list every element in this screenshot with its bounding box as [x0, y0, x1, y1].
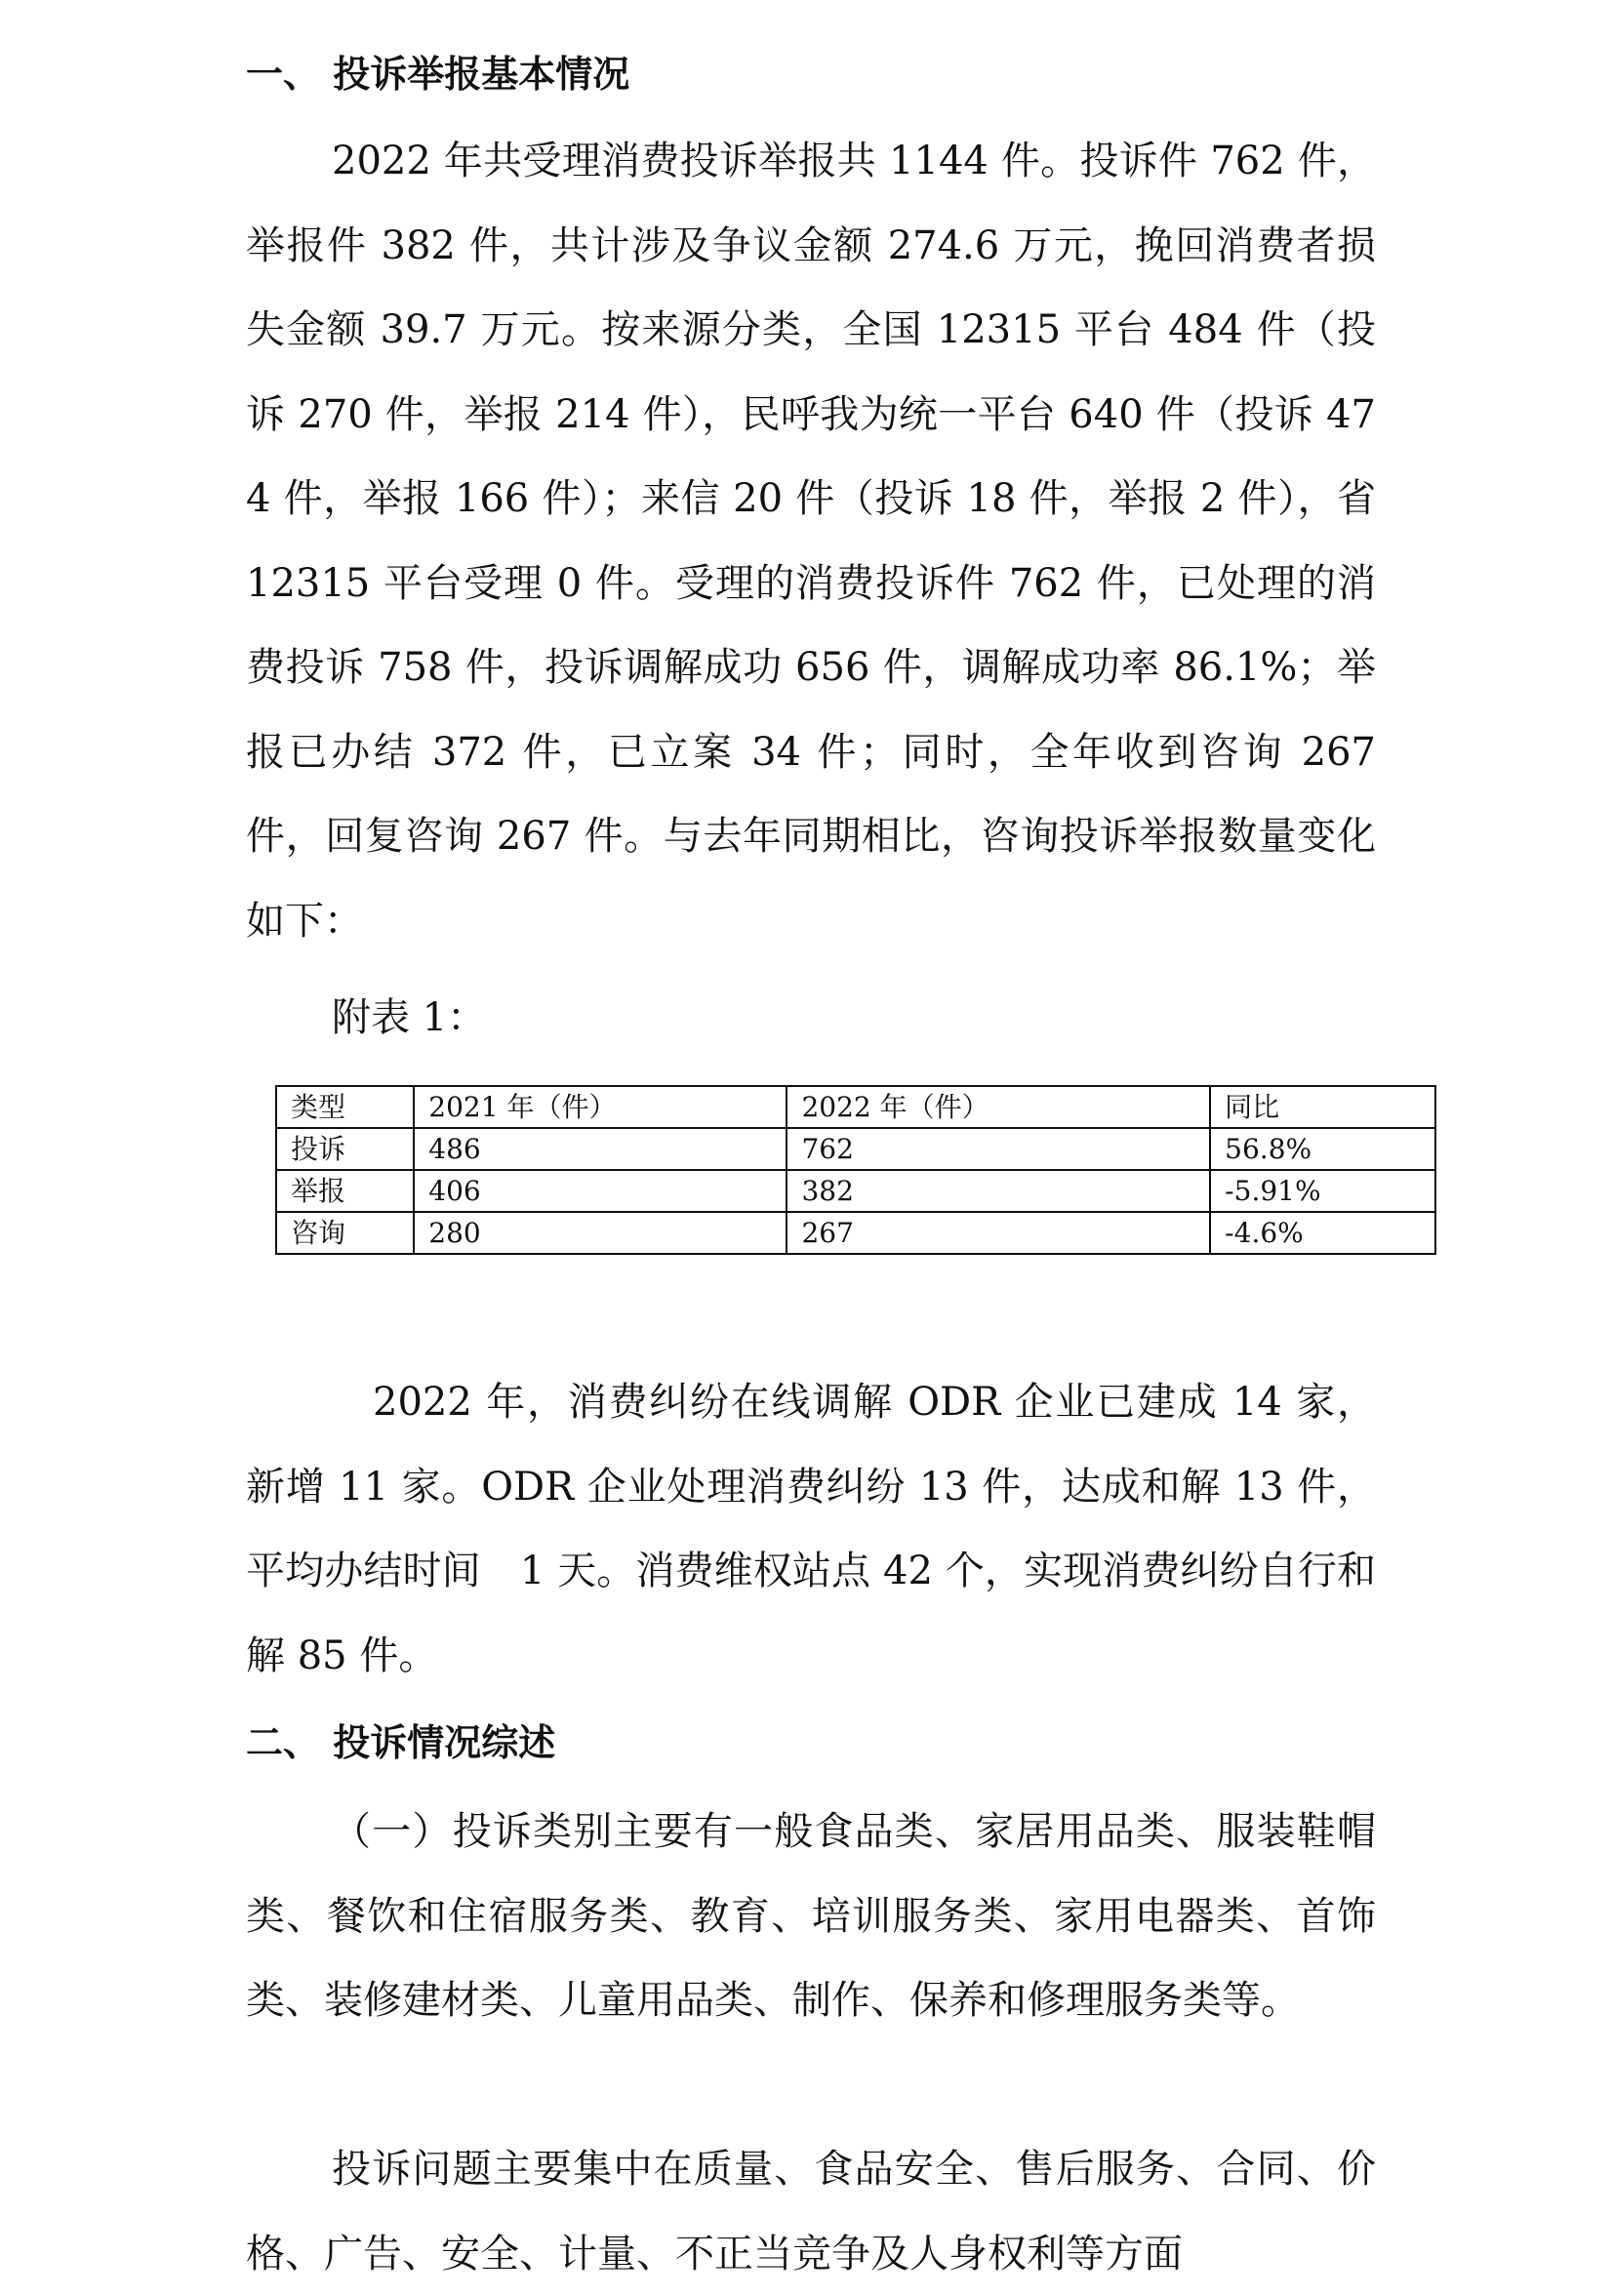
table-cell: 762 — [787, 1128, 1210, 1170]
table-cell: -4.6% — [1210, 1212, 1435, 1254]
table-cell: 投诉 — [276, 1128, 414, 1170]
complaint-summary-paragraph: 2022 年共受理消费投诉举报共 1144 件。投诉件 762 件，举报件 382 件，共计涉及争议金额 274.6 万元，挽回消费者损失金额 39.7 万元。按来源分类，全国 12315 平台 484 件（投诉 270 件，举报 214 件），民呼我为统一平台 640 件（投诉 474 件，举报 166 件）；来信 20 件（投诉 18 件，举报 2 件），省 12315 平台受理 0 件。受理的消费投诉件 762 件，已处理的消费投诉 758 件，投诉调解成功 656 件，调解成功率 86.1%；举报已办结 372 件，已立案 34 件；同时，全年收到咨询 267 件，回复咨询 267 件。与去年同期相比，咨询投诉举报数量变化如下： — [246, 139, 1376, 944]
table-header-row — [276, 1086, 1435, 1128]
table-header-cell: 2022 年（件） — [787, 1086, 1210, 1128]
table-cell: 486 — [414, 1128, 787, 1170]
table-header-cell: 类型 — [276, 1086, 414, 1128]
section-heading-1: 一、 投诉举报基本情况 — [246, 53, 630, 96]
table-caption: 附表 1： — [332, 995, 487, 1040]
table-row — [276, 1170, 1435, 1212]
table-cell: 56.8% — [1210, 1128, 1435, 1170]
table-header-cell: 2021 年（件） — [414, 1086, 787, 1128]
table-cell: 406 — [414, 1170, 787, 1212]
table-cell: 咨询 — [276, 1212, 414, 1254]
table-row — [276, 1128, 1435, 1170]
odr-paragraph: 2022 年，消费纠纷在线调解 ODR 企业已建成 14 家，新增 11 家。ODR 企业处理消费纠纷 13 件，达成和解 13 件，平均办结时间 1 天。消费维权站点 42 个，实现消费纠纷自行和解 85 件。 — [246, 1380, 1376, 1678]
table-cell: 382 — [787, 1170, 1210, 1212]
section-heading-2: 二、 投诉情况综述 — [246, 1721, 556, 1764]
comparison-table — [275, 1085, 1436, 1255]
table-cell: 举报 — [276, 1170, 414, 1212]
table-cell: -5.91% — [1210, 1170, 1435, 1212]
table-cell: 280 — [414, 1212, 787, 1254]
complaint-category-paragraph: （一）投诉类别主要有一般食品类、家居用品类、服装鞋帽类、餐饮和住宿服务类、教育、培训服务类、家用电器类、首饰类、装修建材类、儿童用品类、制作、保养和修理服务类等。 — [246, 1809, 1376, 2023]
table-cell: 267 — [787, 1212, 1210, 1254]
table-row — [276, 1212, 1435, 1254]
table-header-cell: 同比 — [1210, 1086, 1435, 1128]
complaint-issues-paragraph: 投诉问题主要集中在质量、食品安全、售后服务、合同、价格、广告、安全、计量、不正当竞争及人身权利等方面 — [246, 2147, 1376, 2276]
